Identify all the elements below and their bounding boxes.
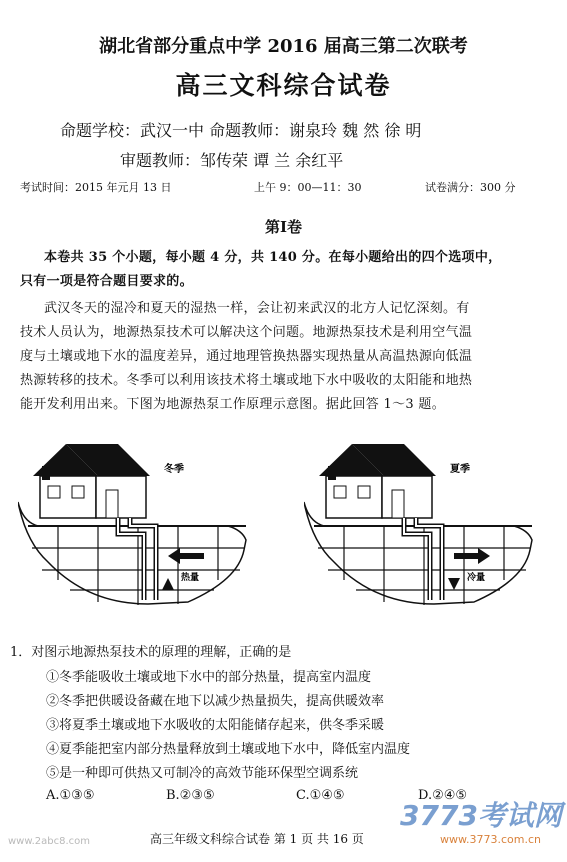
passage-line-4: 热源转移的技术。冬季可以利用该技术将土壤或地下水中吸收的太阳能和地热 bbox=[20, 373, 473, 388]
exam-union-title: 湖北省部分重点中学 2016 届高三第二次联考 bbox=[99, 36, 468, 57]
watermark-logo: 3773考试网 bbox=[400, 799, 562, 832]
full-score: 试卷满分：300 分 bbox=[425, 181, 516, 194]
statement-5: ⑤是一种即可供热又可制冷的高效节能环保型空调系统 bbox=[46, 766, 359, 781]
reviewer-line: 审题教师：邹传荣 谭 兰 余红平 bbox=[120, 151, 344, 170]
winter-heat-pump-diagram bbox=[18, 430, 258, 610]
arrow-label: 冷量 bbox=[467, 573, 486, 583]
volume-title: 第Ⅰ卷 bbox=[264, 218, 303, 236]
exam-date: 考试时间：2015 年元月 13 日 bbox=[20, 181, 172, 194]
statement-2: ②冬季把供暖设备藏在地下以减少热量损失，提高供暖效率 bbox=[46, 694, 385, 709]
choice-c: C.①④⑤ bbox=[296, 788, 345, 803]
choice-b: B.②③⑤ bbox=[166, 788, 215, 803]
question-stem: 1．对图示地源热泵技术的原理的理解，正确的是 bbox=[10, 645, 292, 660]
watermark-left: www.2abc8.com bbox=[8, 836, 91, 847]
choice-a: A.①③⑤ bbox=[46, 788, 95, 803]
choice-d: D.②④⑤ bbox=[418, 788, 468, 803]
season-label: 夏季 bbox=[450, 464, 470, 475]
statement-3: ③将夏季土壤或地下水吸收的太阳能储存起来，供冬季采暖 bbox=[46, 718, 385, 733]
statement-4: ④夏季能把室内部分热量释放到土壤或地下水中，降低室内温度 bbox=[46, 742, 411, 757]
setter-school-line: 命题学校：武汉一中 命题教师：谢泉玲 魏 然 徐 明 bbox=[60, 121, 422, 140]
summer-heat-pump-diagram bbox=[304, 430, 544, 610]
intro-line-2: 只有一项是符合题目要求的。 bbox=[20, 274, 193, 289]
house-icon bbox=[319, 444, 436, 518]
passage-line-5: 能开发利用出来。下图为地源热泵工作原理示意图。据此回答 1～3 题。 bbox=[20, 397, 446, 412]
intro-line-1: 本卷共 35 个小题，每小题 4 分，共 140 分。在每小题给出的四个选项中， bbox=[44, 250, 502, 265]
season-label: 冬季 bbox=[164, 464, 184, 475]
house-icon bbox=[33, 444, 150, 518]
arrow-label: 热量 bbox=[181, 573, 200, 583]
passage-line-2: 技术人员认为，地源热泵技术可以解决这个问题。地源热泵技术是利用空气温 bbox=[20, 325, 473, 340]
paper-title: 高三文科综合试卷 bbox=[175, 71, 392, 100]
watermark-url: www.3773.com.cn bbox=[440, 833, 541, 846]
page-footer: 高三年级文科综合试卷 第 1 页 共 16 页 bbox=[150, 832, 364, 846]
passage-line-1: 武汉冬天的湿冷和夏天的湿热一样，会让初来武汉的北方人记忆深刻。有 bbox=[44, 301, 470, 316]
passage-line-3: 度与土壤或地下水的温度差异，通过地理管换热器实现热量从高温热源向低温 bbox=[20, 349, 473, 364]
exam-time: 上午 9：00—11：30 bbox=[254, 181, 362, 194]
statement-1: ①冬季能吸收土壤或地下水中的部分热量，提高室内温度 bbox=[46, 670, 372, 685]
